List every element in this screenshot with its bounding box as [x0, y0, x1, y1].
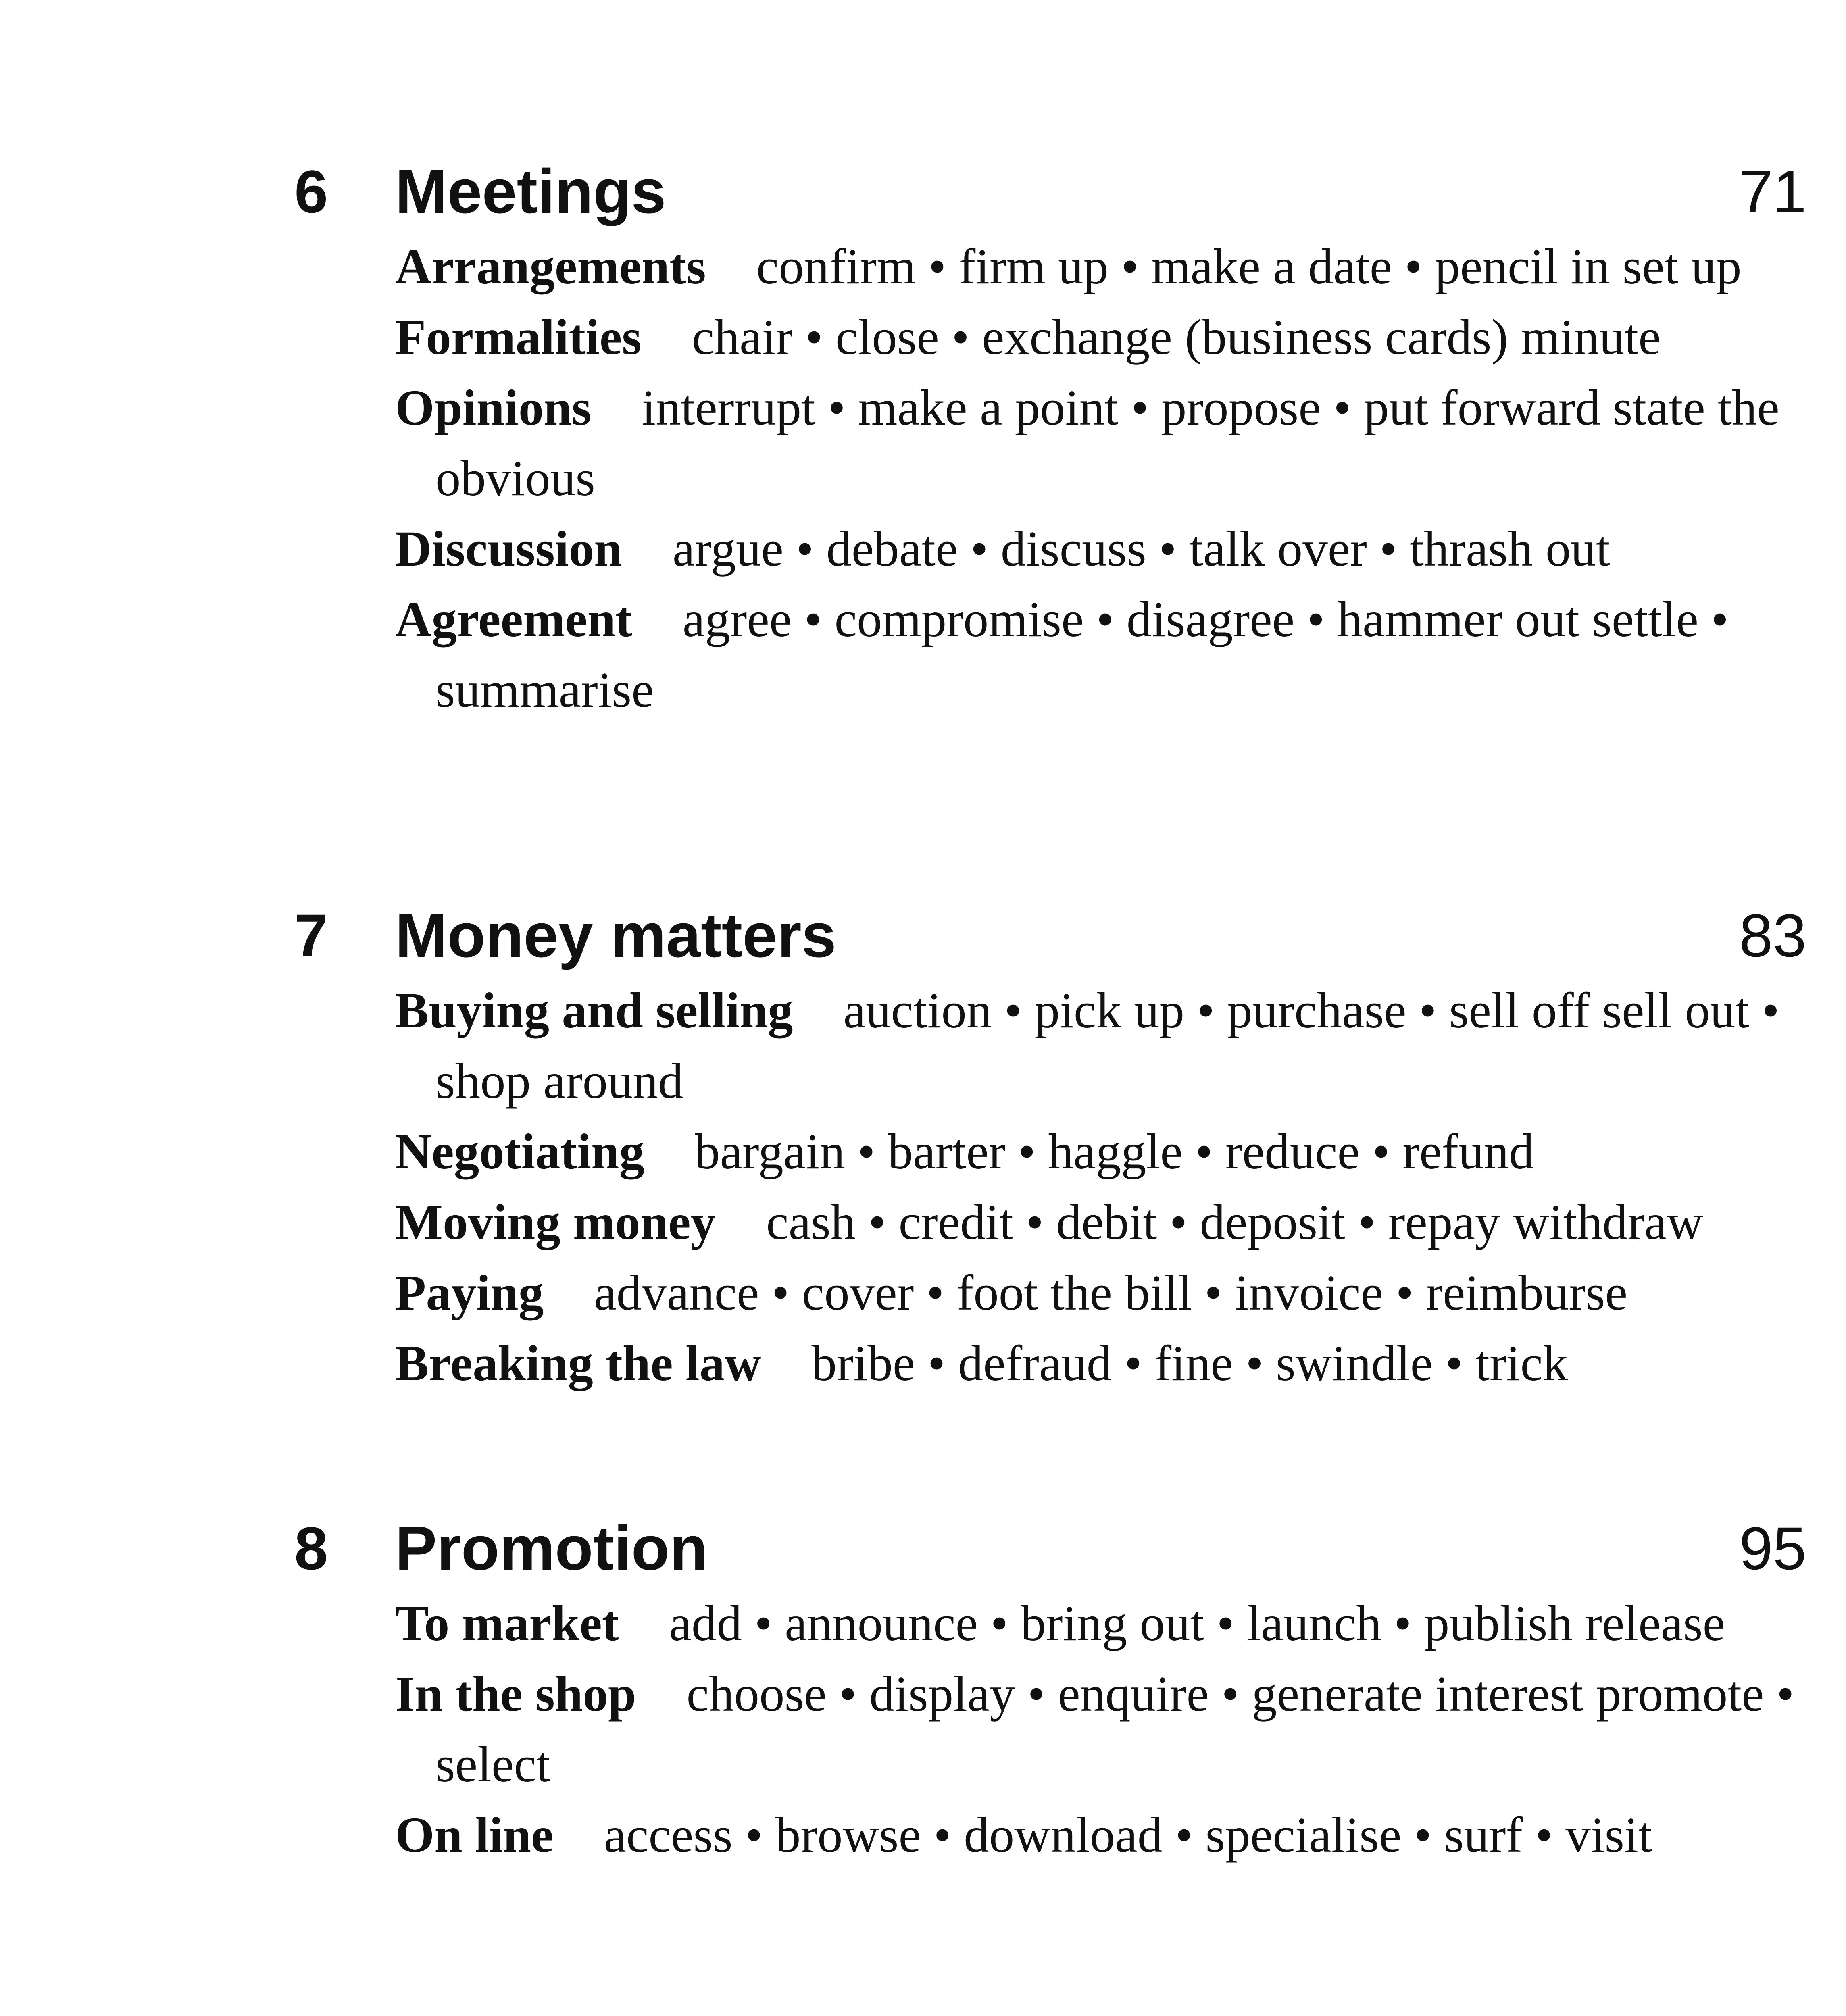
section-item: [395, 302, 1806, 373]
section-terms: bargain • barter • haggle • reduce • refund: [694, 1124, 1534, 1180]
section-label: On line: [395, 1808, 554, 1863]
section-terms: auction • pick up • purchase • sell off sell out • shop around: [435, 983, 1780, 1109]
section-label: Negotiating: [395, 1124, 644, 1180]
section-list: [395, 1589, 1806, 1871]
section-terms: advance • cover • foot the bill • invoice • reimburse: [594, 1265, 1628, 1321]
section-label: Formalities: [395, 310, 642, 365]
section-label: Discussion: [395, 521, 622, 577]
section-terms: cash • credit • debit • deposit • repay withdraw: [766, 1195, 1703, 1250]
section-item: [395, 514, 1806, 585]
section-terms: argue • debate • discuss • talk over • thrash out: [672, 521, 1610, 577]
section-label: In the shop: [395, 1666, 636, 1722]
section-item: [395, 1659, 1806, 1800]
section-label: To market: [395, 1596, 619, 1652]
section-terms: choose • display • enquire • generate interest promote • select: [435, 1666, 1794, 1793]
chapter-title: Money matters: [395, 900, 836, 970]
section-item: [395, 373, 1806, 514]
section-terms: access • browse • download • specialise • surf • visit: [604, 1808, 1652, 1863]
section-item: [395, 1589, 1806, 1659]
section-item: [395, 1187, 1806, 1258]
chapter-7: [294, 895, 1806, 1399]
section-item: [395, 976, 1806, 1117]
section-label: Breaking the law: [395, 1336, 761, 1391]
chapter-number: 8: [294, 1514, 328, 1582]
chapter-8: [294, 1508, 1806, 1871]
section-item: [395, 585, 1806, 726]
section-label: Moving money: [395, 1195, 716, 1250]
section-label: Agreement: [395, 592, 632, 648]
section-item: [395, 1117, 1806, 1187]
section-terms: add • announce • bring out • launch • publish release: [669, 1596, 1725, 1652]
chapter-heading: [294, 151, 1806, 232]
section-item: [395, 1800, 1806, 1871]
chapter-page-number: 71: [1739, 158, 1806, 225]
section-terms: agree • compromise • disagree • hammer out settle • summarise: [435, 592, 1729, 718]
section-label: Arrangements: [395, 239, 706, 295]
chapter-heading: [294, 1508, 1806, 1589]
section-list: [395, 976, 1806, 1399]
chapter-page-number: 83: [1739, 902, 1806, 969]
chapter-6: [294, 151, 1806, 726]
section-label: Buying and selling: [395, 983, 793, 1039]
section-terms: confirm • firm up • make a date • pencil in set up: [756, 239, 1742, 295]
section-item: [395, 1258, 1806, 1329]
section-terms: bribe • defraud • fine • swindle • trick: [811, 1336, 1568, 1391]
chapter-title: Meetings: [395, 156, 666, 226]
section-terms: interrupt • make a point • propose • put forward state the obvious: [435, 380, 1779, 506]
section-item: [395, 1329, 1806, 1399]
chapter-heading: [294, 895, 1806, 976]
section-terms: chair • close • exchange (business cards) minute: [692, 310, 1661, 365]
chapter-number: 7: [294, 902, 328, 969]
section-item: [395, 232, 1806, 302]
chapter-page-number: 95: [1739, 1514, 1806, 1582]
chapter-number: 6: [294, 158, 328, 225]
section-label: Opinions: [395, 380, 592, 436]
section-label: Paying: [395, 1265, 544, 1321]
section-list: [395, 232, 1806, 726]
chapter-title: Promotion: [395, 1513, 708, 1583]
